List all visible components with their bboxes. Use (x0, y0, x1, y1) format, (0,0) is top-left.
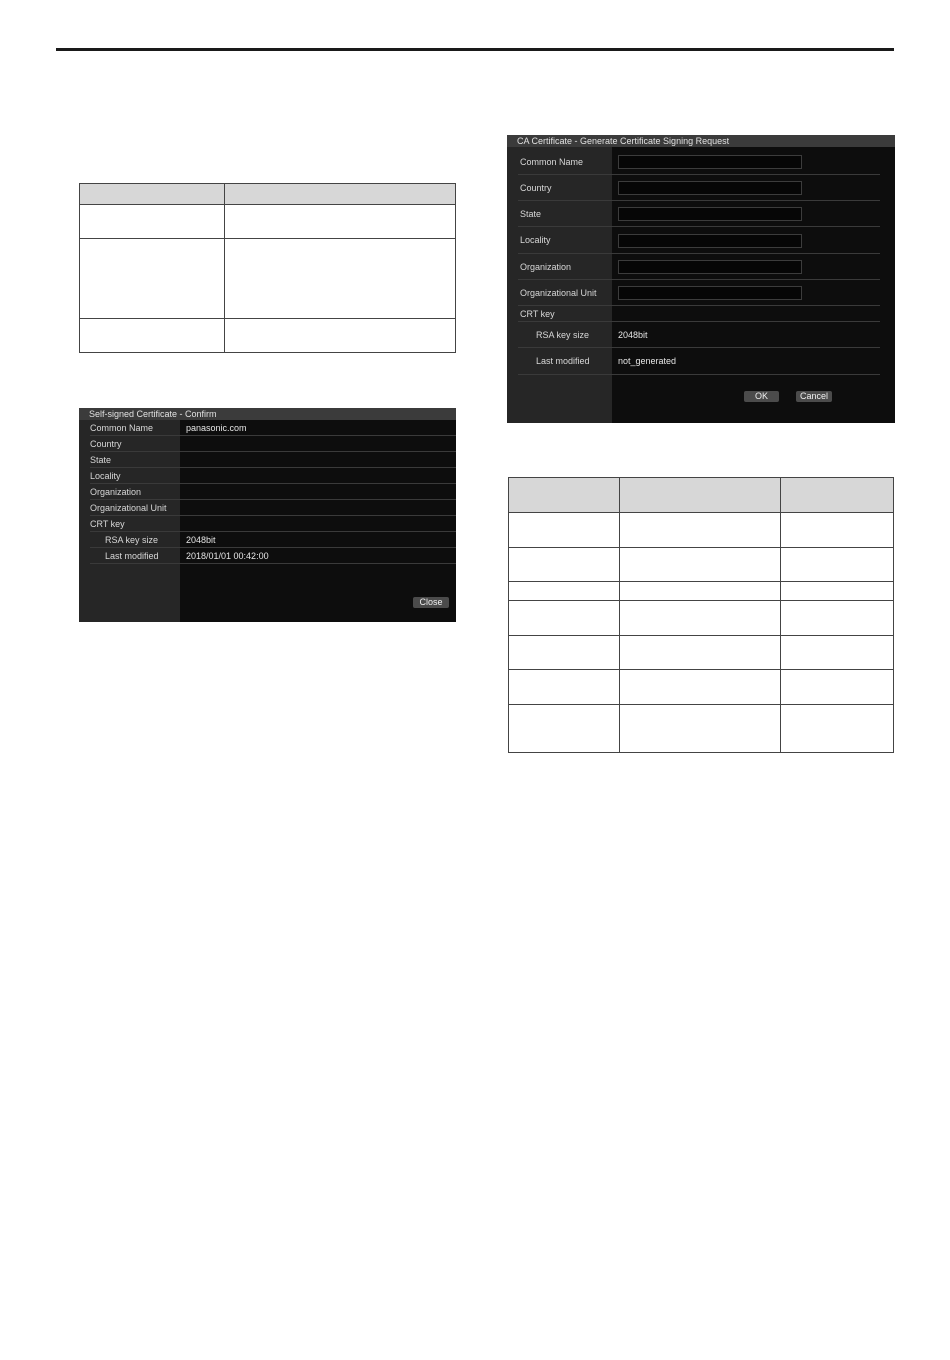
locality-label: Locality (520, 235, 551, 245)
last-modified-label: Last modified (536, 356, 590, 366)
table-header-row (509, 478, 894, 513)
table-row (509, 513, 894, 548)
table-row (509, 548, 894, 582)
table-header-cell (80, 184, 225, 205)
state-label: State (520, 209, 542, 219)
organizational-unit-input[interactable] (618, 286, 802, 300)
table-row (80, 205, 456, 239)
common-name-label: Common Name (520, 157, 584, 167)
state-label: State (90, 455, 112, 465)
table-header-cell (620, 478, 781, 513)
table-row (509, 582, 894, 601)
last-modified-label: Last modified (105, 551, 159, 561)
table-row (80, 319, 456, 353)
crt-key-label: CRT key (90, 519, 125, 529)
state-input[interactable] (618, 207, 802, 221)
table-row (509, 636, 894, 670)
self-signed-confirm-panel (79, 408, 456, 622)
cancel-button[interactable]: Cancel (796, 391, 832, 402)
table-row (90, 436, 456, 452)
country-input[interactable] (618, 181, 802, 195)
last-modified-value: not_generated (618, 356, 677, 366)
locality-label: Locality (90, 471, 121, 481)
table-header-cell (509, 478, 620, 513)
table-row (90, 516, 456, 532)
close-button[interactable]: Close (413, 597, 449, 608)
rsa-key-size-value: 2048bit (618, 330, 648, 340)
table-row (90, 452, 456, 468)
table-row (80, 239, 456, 319)
organization-label: Organization (520, 262, 572, 272)
rsa-key-size-label: RSA key size (536, 330, 590, 340)
last-modified-value: 2018/01/01 00:42:00 (186, 551, 269, 561)
locality-input[interactable] (618, 234, 802, 248)
table-row (509, 601, 894, 636)
country-label: Country (520, 183, 552, 193)
common-name-value: panasonic.com (186, 423, 247, 433)
panel-title: Self-signed Certificate - Confirm (79, 408, 456, 420)
table-row (90, 484, 456, 500)
header-rule (56, 48, 894, 51)
organization-input[interactable] (618, 260, 802, 274)
table-row (509, 670, 894, 705)
table-row (509, 705, 894, 753)
panel-title: CA Certificate - Generate Certificate Signing Request (507, 135, 895, 147)
country-label: Country (90, 439, 122, 449)
table-header-cell (225, 184, 456, 205)
organizational-unit-label: Organizational Unit (520, 288, 597, 298)
rsa-key-size-value: 2048bit (186, 535, 216, 545)
common-name-input[interactable] (618, 155, 802, 169)
table-header-row (80, 184, 456, 205)
table-header-cell (781, 478, 894, 513)
common-name-label: Common Name (90, 423, 154, 433)
right-info-table (508, 477, 894, 753)
table-row (518, 306, 880, 322)
organizational-unit-label: Organizational Unit (90, 503, 167, 513)
ok-button[interactable]: OK (744, 391, 779, 402)
left-info-table (79, 183, 456, 353)
rsa-key-size-label: RSA key size (105, 535, 159, 545)
organization-label: Organization (90, 487, 142, 497)
csr-panel (507, 135, 895, 423)
crt-key-label: CRT key (520, 309, 555, 319)
table-row (90, 468, 456, 484)
